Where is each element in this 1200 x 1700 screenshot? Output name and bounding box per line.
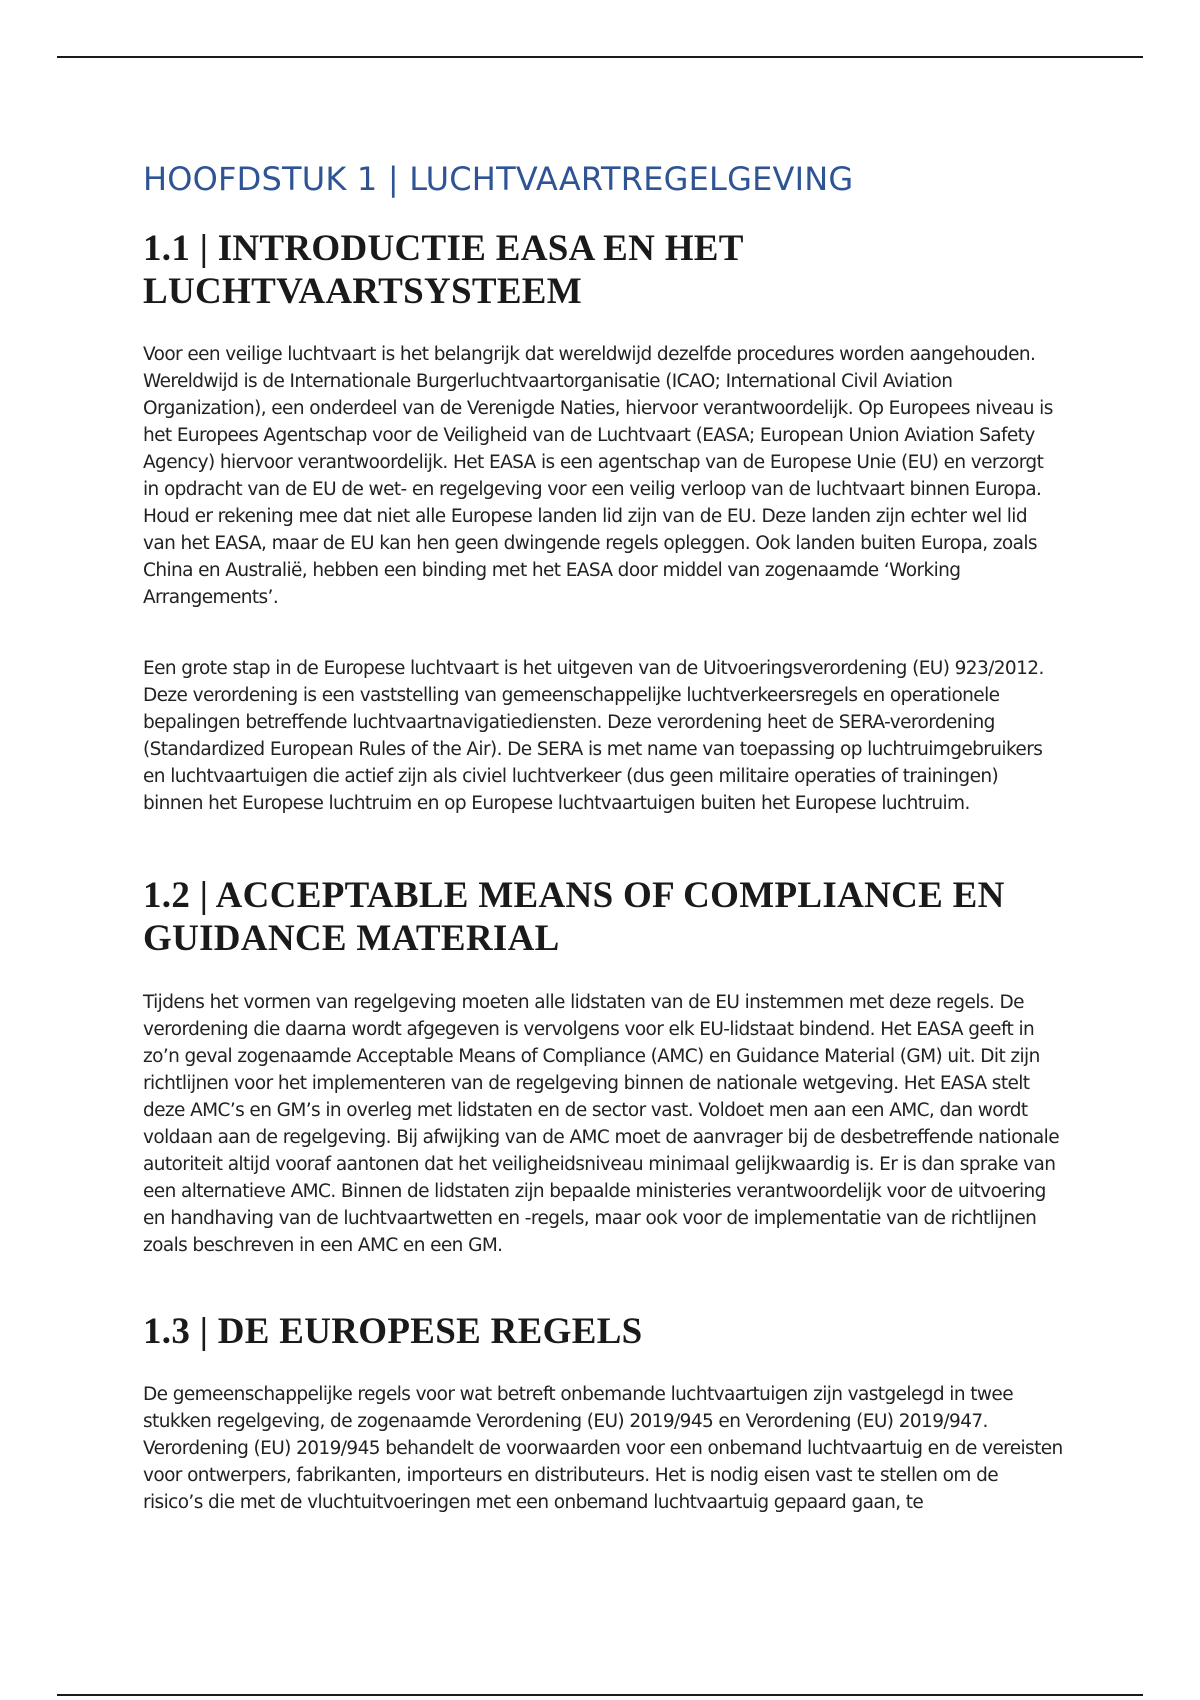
section-spacer bbox=[143, 817, 1063, 875]
section-title-1-1: 1.1 | INTRODUCTIE EASA EN HET LUCHTVAARTSYSTEEM bbox=[143, 228, 744, 312]
document-body bbox=[143, 160, 1063, 1516]
header-rule bbox=[57, 56, 1143, 58]
section-title-1-2: 1.2 | ACCEPTABLE MEANS OF COMPLIANCE EN GUIDANCE MATERIAL bbox=[143, 875, 1005, 960]
paragraph-1-3-a: De gemeenschappelijke regels voor wat betreft onbemande luchtvaartuigen zijn vastgelegd in twee stukken regelgeving, de zogenaamde Verordening (EU) 2019/945 en Verordening (EU) 2019/947. Verordening (EU) 2019/945 behandelt de voorwaarden voor een onbemand luchtvaartuig en de vereisten voor ontwerpers, fabrikanten, importeurs en distributeurs. Het is nodig eisen vast te stellen om de risico’s die met de vluchtuitvoeringen met een onbemand luchtvaartuig gepaard gaan, te bbox=[143, 1384, 1063, 1514]
paragraph-1-1-a: Voor een veilige luchtvaart is het belangrijk dat wereldwijd dezelfde procedures worden aangehouden. Wereldwijd is de Internationale Burgerluchtvaartorganisatie (ICAO; International Civil Aviation Organization), een onderdeel van de Verenigde Naties, hiervoor verantwoordelijk. Op Europees niveau is het Europees Agentschap voor de Veiligheid van de Luchtvaart (EASA; European Union Aviation Safety Agency) hiervoor verantwoordelijk. Het EASA is een agentschap van de Europese Unie (EU) en verzorgt in opdracht van de EU de wet- en regelgeving voor een veilig verloop van de luchtvaart binnen Europa. Houd er rekening mee dat niet alle Europese landen lid zijn van de EU. Deze landen zijn echter wel lid van het EASA, maar de EU kan hen geen dwingende regels opleggen. Ook landen buiten Europa, zoals China en Australië, hebben een binding met het EASA door middel van zogenaamde ‘Working Arrangements’. bbox=[143, 344, 1053, 609]
paragraph-1-2-a: Tijdens het vormen van regelgeving moeten alle lidstaten van de EU instemmen met deze regels. De verordening die daarna wordt afgegeven is vervolgens voor elk EU-lidstaat bindend. Het EASA geeft in zo’n geval zogenaamde Acceptable Means of Compliance (AMC) en Guidance Material (GM) uit. Dit zijn richtlijnen voor het implementeren van de regelgeving binnen de nationale wetgeving. Het EASA stelt deze AMC’s en GM’s in overleg met lidstaten en de sector vast. Voldoet men aan een AMC, dan wordt voldaan aan de regelgeving. Bij afwijking van de AMC moet de aanvrager bij de desbetreffende nationale autoriteit altijd vooraf aantonen dat het veiligheidsniveau minimaal gelijkwaardig is. Er is dan sprake van een alternatieve AMC. Binnen de lidstaten zijn bepaalde ministeries verantwoordelijk voor de uitvoering en handhaving van de luchtvaartwetten en -regels, maar ook voor de implementatie van de richtlijnen zoals beschreven in een AMC en een GM. bbox=[143, 991, 1059, 1256]
section-title-1-3: 1.3 | DE EUROPESE REGELS bbox=[143, 1310, 643, 1352]
chapter-title: HOOFDSTUK 1 | LUCHTVAARTREGELGEVING bbox=[143, 160, 854, 198]
paragraph-1-1-b: Een grote stap in de Europese luchtvaart is het uitgeven van de Uitvoeringsverordening (EU) 923/2012. Deze verordening is een vaststelling van gemeenschappelijke luchtverkeersregels en operationele bepalingen betreffende luchtvaartnavigatiediensten. Deze verordening heet de SERA-verordening (Standardized European Rules of the Air). De SERA is met name van toepassing op luchtruimgebruikers en luchtvaartuigen die actief zijn als civiel luchtverkeer (dus geen militaire operaties of trainingen) binnen het Europese luchtruim en op Europese luchtvaartuigen buiten het Europese luchtruim. bbox=[143, 658, 1044, 815]
footer-rule bbox=[57, 1694, 1143, 1696]
section-spacer bbox=[143, 1259, 1063, 1311]
paragraph-spacer bbox=[143, 611, 1063, 655]
